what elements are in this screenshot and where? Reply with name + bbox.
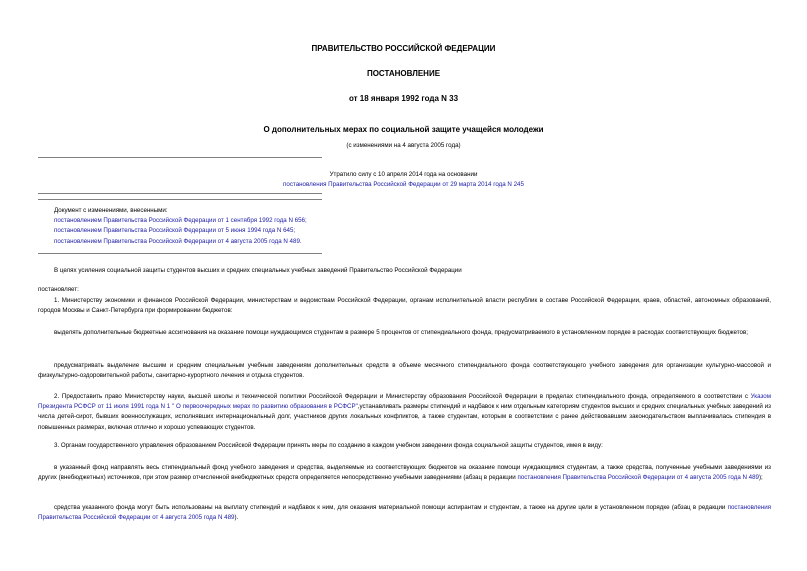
preamble-paragraph: В целях усиления социальной защиты студентов высших и средних специальных учебных заведений Правительство Российской Федерации [54, 267, 462, 274]
date-number-heading: от 18 января 1992 года N 33 [348, 94, 459, 103]
paragraph-2-text-start: 2. Предоставить право Министерству науки, высшей школы и технической политики Российской Федерации и Министерству образования Российской Федерации в пределах стипендиального фонда, определяемого в соответствии с [54, 393, 751, 400]
divider-4 [38, 253, 322, 254]
resolves-line: постановляет: [38, 286, 79, 293]
document-title: О дополнительных мерах по социальной защите учащейся молодежи [263, 125, 544, 134]
resolution-489-link-1[interactable]: постановления Правительства Российской Федерации от 4 августа 2005 года N 489 [517, 474, 759, 482]
doc-type-heading: ПОСТАНОВЛЕНИЕ [366, 69, 441, 78]
resolution-489-link-2[interactable]: постановления Правительства Российской Федерации от 4 августа 2005 года N 489 [38, 504, 771, 522]
government-heading: ПРАВИТЕЛЬСТВО РОССИЙСКОЙ ФЕДЕРАЦИИ [311, 44, 496, 53]
amendment-note: (с изменениями на 4 августа 2005 года) [346, 142, 461, 149]
lost-force-note: Утратило силу с 10 апреля 2014 года на основании [329, 171, 478, 178]
divider-1 [38, 157, 322, 158]
lost-force-basis-link[interactable]: постановления Правительства Российской Федерации от 29 марта 2014 года N 245 [283, 181, 524, 188]
divider-3 [38, 199, 322, 200]
presidential-decree-link[interactable]: Указом Президента РСФСР от 11 июля 1991 года N 1 " О первоочередных мерах по развитию образования в РСФСР" [38, 393, 771, 411]
paragraph-3a-text-end: ); [759, 474, 763, 482]
paragraph-3a [38, 463, 771, 483]
paragraph-1a: выделять дополнительные бюджетные ассигнования на оказание помощи нуждающимся студентам в размере 5 процентов от стипендиального фонда, предусматриваемого в установленном порядке в расходах соответствующих бюджетов; [54, 329, 748, 336]
paragraph-3a-text-start: в указанный фонд направлять весь стипендиальный фонд учебного заведения и средства, выделяемые из соответствующих бюджетов на оказание помощи нуждающимся студентам, а также средства, полученные учебными заведениями из других (внебюджетных) источников, при этом размер отчисленной внебюджетных средств определяется непосредственно учебными заведениями (абзац в редакции [38, 464, 771, 482]
paragraph-3b-text-end: ). [234, 514, 239, 522]
divider-2 [38, 193, 322, 194]
amendment-link-1[interactable]: постановлением Правительства Российской Федерации от 1 сентября 1992 года N 656; [54, 217, 307, 224]
paragraph-3b-text-start: средства указанного фонда могут быть использованы на выплату стипендий и надбавок к ним, для оказания материальной помощи аспирантам и студентам, а также на другие цели в установленном порядке (абзац в редакции [54, 504, 728, 511]
paragraph-2 [38, 392, 771, 433]
amendment-link-3[interactable]: постановлением Правительства Российской Федерации от 4 августа 2005 года N 489. [54, 238, 302, 245]
paragraph-3b [38, 503, 771, 523]
amendment-link-2[interactable]: постановлением Правительства Российской Федерации от 5 июня 1994 года N 645; [54, 227, 296, 234]
paragraph-1: 1. Министерству экономики и финансов Российской Федерации, министерствам и ведомствам Российской Федерации, органам исполнительной власти республик в составе Российской Федерации, краев, областей, автономных образований, городов Москвы и Санкт-Петербурга при формировании бюджетов: [38, 297, 771, 315]
paragraph-3: 3. Органам государственного управления образованием Российской Федерации принять меры по созданию в каждом учебном заведении фонда социальной защиты студентов, имея в виду: [54, 442, 603, 449]
paragraph-2-text-end: ,устанавливать размеры стипендий и надбавок к ним отдельным категориям студентов высших и средних специальных учебных заведений из числа детей-сирот, бывших военнослужащих, исполнявших интернациональный долг, участников других локальных конфликтов, а также студентам, которым в соответствии с ранее действовавшим законодательством выплачивалась стипендия в повышенных размерах, включая отлично и хорошо успевающих студентов. [38, 403, 772, 431]
paragraph-1b: предусматривать выделение высшим и средним специальным учебным заведениям дополнительных средств в объеме месячного стипендиального фонда соответствующего учебного заведения для организации культурно-массовой и физкультурно-оздоровительной работы, санитарно-курортного лечения и отдыха студентов. [38, 362, 771, 380]
amendments-intro: Документ с изменениями, внесенными: [54, 207, 168, 214]
